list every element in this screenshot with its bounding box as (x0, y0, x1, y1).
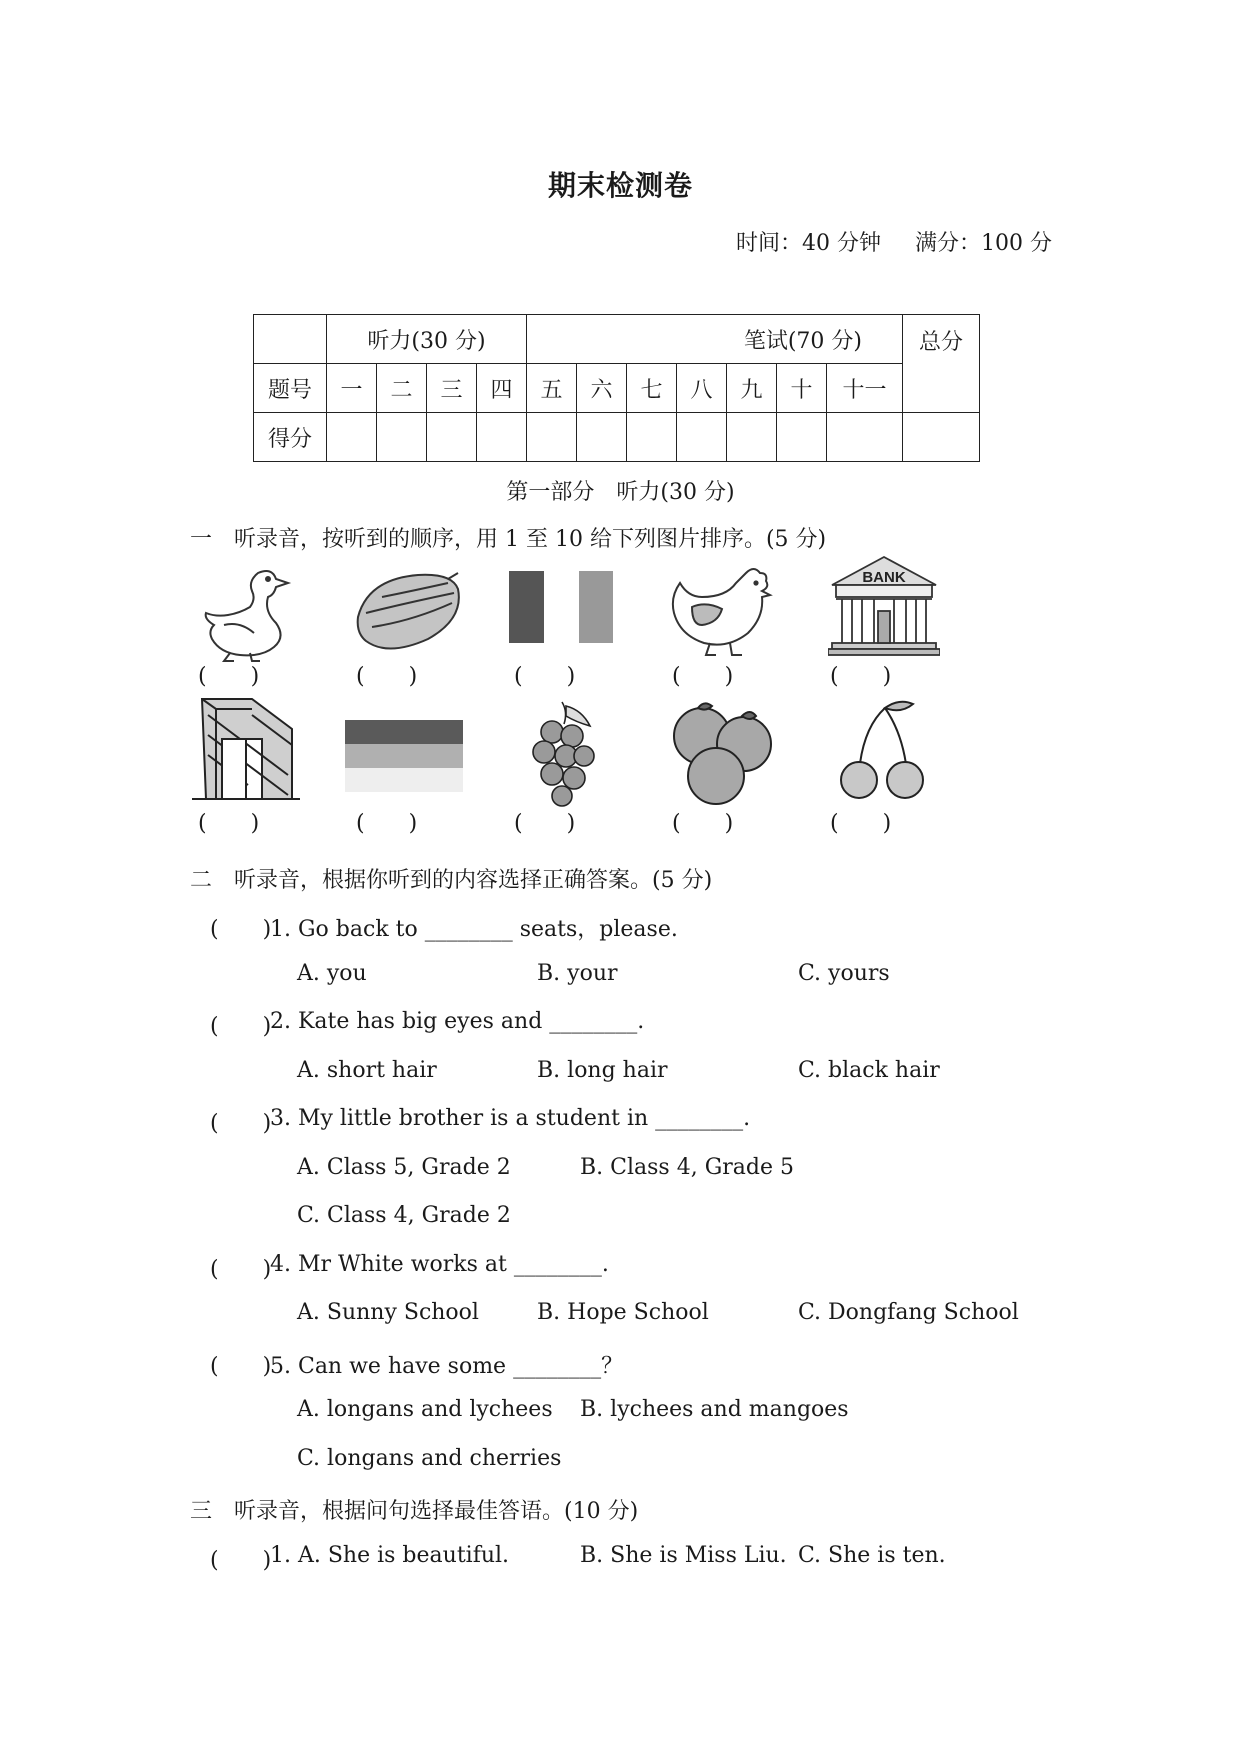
option[interactable]: C. Dongfang School (798, 1300, 1019, 1325)
score-table (253, 314, 980, 462)
score-table-qnum-label: 题号 (254, 364, 327, 413)
question-text: 2. Kate has big eyes and ________. (270, 1009, 645, 1034)
answer-paren[interactable]: ( ) (210, 1354, 272, 1379)
score-cell-total[interactable] (903, 413, 980, 462)
score-cell[interactable] (377, 413, 427, 462)
option[interactable]: B. lychees and mangoes (580, 1397, 849, 1422)
lychees-picture (522, 700, 602, 808)
option[interactable]: B. Class 4, Grade 5 (580, 1155, 794, 1180)
starfruit-picture (352, 567, 462, 657)
answer-paren[interactable]: ( ) (356, 811, 418, 836)
score-cell[interactable] (327, 413, 377, 462)
duck-picture (200, 563, 300, 663)
option[interactable]: C. black hair (798, 1058, 940, 1083)
exam-meta (736, 226, 1052, 257)
score-cell[interactable] (477, 413, 527, 462)
option[interactable]: A. short hair (297, 1058, 437, 1083)
question-text: 3. My little brother is a student in ________. (270, 1106, 751, 1131)
score-table-score-label: 得分 (254, 413, 327, 462)
answer-paren[interactable]: ( ) (210, 1014, 272, 1039)
question-text: 4. Mr White works at ________. (270, 1252, 609, 1277)
score-table-num: 四 (477, 364, 527, 413)
section-three-title: 三 听录音，根据问句选择最佳答语。(10 分) (190, 1499, 639, 1524)
exam-full-score: 满分：100 分 (915, 231, 1052, 256)
score-table-num: 八 (677, 364, 727, 413)
answer-paren[interactable]: ( ) (830, 664, 892, 689)
score-table-num: 七 (627, 364, 677, 413)
option[interactable]: B. your (537, 961, 618, 986)
hen-picture (670, 563, 780, 658)
color-bars-picture (505, 567, 615, 647)
answer-paren[interactable]: ( ) (198, 664, 260, 689)
answer-paren[interactable]: ( ) (514, 811, 576, 836)
score-table-num: 三 (427, 364, 477, 413)
score-table-num: 十一 (827, 364, 903, 413)
cctv-building-picture (192, 695, 300, 803)
score-table-written: 笔试(70 分) (527, 315, 903, 364)
answer-paren[interactable]: ( ) (210, 1257, 272, 1282)
bank-sign-text: BANK (862, 569, 906, 586)
question-text: 5. Can we have some ________？ (270, 1354, 624, 1379)
bank-building-picture (828, 553, 940, 657)
answer-paren[interactable]: ( ) (672, 811, 734, 836)
option[interactable]: B. long hair (537, 1058, 668, 1083)
option[interactable]: C. yours (798, 961, 890, 986)
oranges-picture (672, 700, 774, 806)
color-stripes-picture (343, 718, 465, 798)
section-one-title: 一 听录音，按听到的顺序，用 1 至 10 给下列图片排序。(5 分) (190, 527, 827, 552)
score-table-total: 总分 (903, 315, 980, 413)
score-cell[interactable] (427, 413, 477, 462)
score-table-num: 九 (727, 364, 777, 413)
exam-time: 时间：40 分钟 (736, 231, 881, 256)
option[interactable]: C. longans and cherries (297, 1446, 562, 1471)
answer-paren[interactable]: ( ) (672, 664, 734, 689)
answer-paren[interactable]: ( ) (198, 811, 260, 836)
answer-paren[interactable]: ( ) (356, 664, 418, 689)
option[interactable]: A. you (297, 961, 367, 986)
answer-paren[interactable]: ( ) (210, 1548, 272, 1573)
score-cell[interactable] (727, 413, 777, 462)
option[interactable]: A. Sunny School (297, 1300, 479, 1325)
part-one-title: 第一部分 听力(30 分) (506, 480, 735, 505)
answer-paren[interactable]: ( ) (210, 1111, 272, 1136)
question-text[interactable]: 1. A. She is beautiful. (270, 1543, 510, 1568)
score-cell[interactable] (527, 413, 577, 462)
score-table-num: 一 (327, 364, 377, 413)
page-title: 期末检测卷 (547, 169, 693, 202)
option[interactable]: C. She is ten. (798, 1543, 946, 1568)
score-table-num: 二 (377, 364, 427, 413)
option[interactable]: B. Hope School (537, 1300, 709, 1325)
score-cell[interactable] (577, 413, 627, 462)
score-cell[interactable] (627, 413, 677, 462)
option[interactable]: C. Class 4, Grade 2 (297, 1203, 511, 1228)
answer-paren[interactable]: ( ) (830, 811, 892, 836)
option[interactable]: A. Class 5, Grade 2 (297, 1155, 511, 1180)
score-table-num: 五 (527, 364, 577, 413)
option[interactable]: B. She is Miss Liu. (580, 1543, 787, 1568)
score-table-num: 六 (577, 364, 627, 413)
score-cell[interactable] (827, 413, 903, 462)
cherries-picture (835, 700, 931, 800)
answer-paren[interactable]: ( ) (210, 917, 272, 942)
score-cell[interactable] (777, 413, 827, 462)
score-table-num: 十 (777, 364, 827, 413)
score-table-listening: 听力(30 分) (327, 315, 527, 364)
score-table-corner (254, 315, 327, 364)
option[interactable]: A. longans and lychees (297, 1397, 553, 1422)
question-text: 1. Go back to ________ seats，please. (270, 917, 678, 942)
section-two-title: 二 听录音，根据你听到的内容选择正确答案。(5 分) (190, 868, 713, 893)
score-cell[interactable] (677, 413, 727, 462)
answer-paren[interactable]: ( ) (514, 664, 576, 689)
